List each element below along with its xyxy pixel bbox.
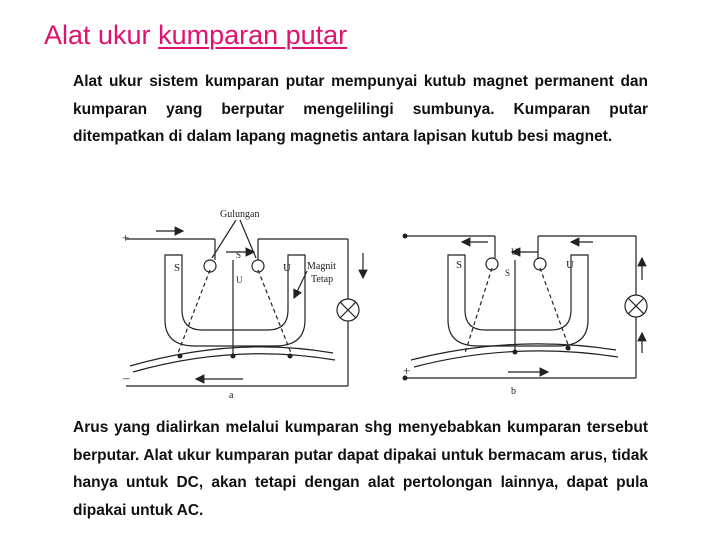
intro-paragraph: Alat ukur sistem kumparan putar mempunyai kutub magnet permanent dan kumparan yang berputar mengelilingi sumbunya. Kumparan putar ditempatkan di dalam lapang magnetis antara lapisan kutub besi magnet. <box>73 73 648 145</box>
slide-title <box>44 20 347 51</box>
title-underlined-text: kumparan putar <box>158 20 348 50</box>
diagram-a <box>126 220 363 386</box>
terminal-dot-b-top <box>403 234 408 239</box>
pole-left-b: S <box>456 259 463 271</box>
pole-right-a: U <box>283 262 291 274</box>
title-text: Alat ukur <box>44 20 159 50</box>
pivot-dot-a-left <box>178 354 183 359</box>
terminal-plus-a: + <box>122 230 130 245</box>
pivot-dot-b-right <box>566 346 571 351</box>
diagram-b <box>405 236 647 378</box>
label-gulungan: Gulungan <box>220 209 260 220</box>
terminal-plus-b: + <box>403 363 411 378</box>
pivot-dot-b-center <box>513 350 518 355</box>
terminal-minus-a: – <box>123 370 130 385</box>
label-tetap: Tetap <box>311 274 334 285</box>
inner-top-b: U <box>511 247 518 257</box>
caption-b: b <box>511 386 516 397</box>
body-paragraph: Arus yang dialirkan melalui kumparan shg menyebabkan kumparan tersebut berputar. Alat ukur kumparan putar dapat dipakai untuk bermacam arus, tidak hanya untuk DC, akan tetapi dengan alat pertolongan lainnya, dapat pula dipakai untuk AC. <box>73 419 648 519</box>
label-magnit: Magnit <box>307 261 336 272</box>
moving-coil-diagram <box>108 198 660 408</box>
pivot-dot-a-center <box>231 354 236 359</box>
inner-bottom-a: U <box>236 275 243 285</box>
pivot-dot-a-right <box>288 354 293 359</box>
pole-right-b: U <box>566 259 574 271</box>
inner-top-a: S <box>236 250 242 260</box>
inner-bottom-b: S <box>505 268 511 278</box>
pole-left-a: S <box>174 262 181 274</box>
caption-a: a <box>229 390 234 401</box>
